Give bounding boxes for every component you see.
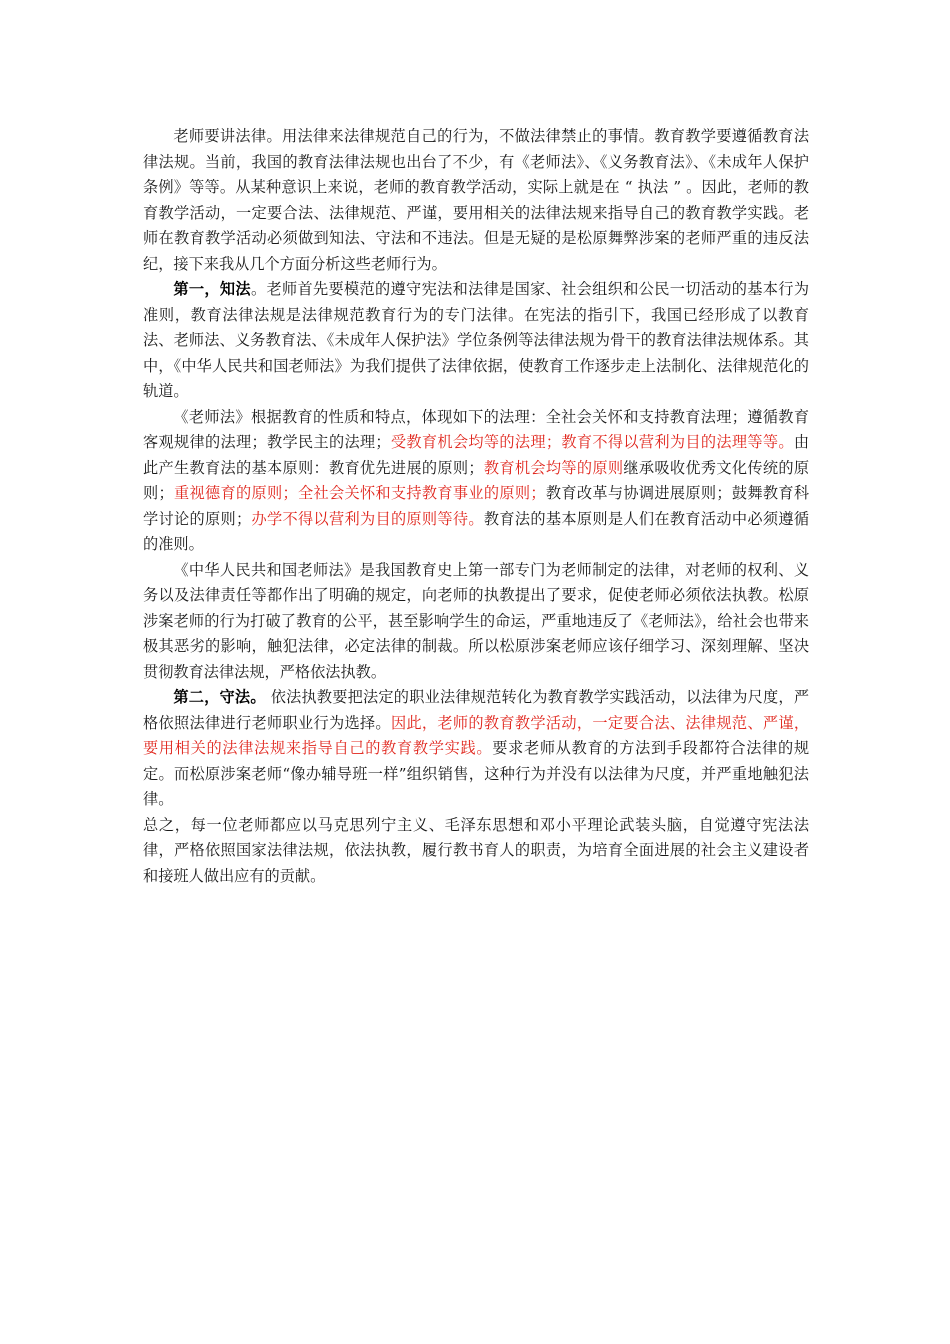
conclusion-text: 总之，每一位老师都应以马克思列宁主义、毛泽东思想和邓小平理论武装头脑，自觉遵守宪法法律，严格依照国家法律法规，依法执教，履行教书育人的职责，为培育全面进展的社会主义建设者和接班人做出应有的贡献。 bbox=[143, 815, 809, 885]
principles-text-3: 继承吸收优秀文化传统的原则； bbox=[143, 458, 810, 502]
paragraph-teacher-law-principles bbox=[143, 405, 809, 558]
highlight-text-4: 办学不得以营利为目的原则等待。 bbox=[251, 509, 484, 528]
principles-text-1: 《老师法》根据教育的性质和特点，体现如下的法理：全社会关怀和支持教育法理；遵循教育客观规律的法理；教学民主的法理； bbox=[143, 407, 809, 451]
section-heading-know-law: 第一，知法 bbox=[173, 280, 251, 298]
paragraph-teacher-law bbox=[143, 558, 809, 686]
principles-text-4: 教育改革与协调进展原则；鼓舞教育科学讨论的原则； bbox=[143, 484, 810, 528]
section-heading-obey-law: 第二，守法。 bbox=[173, 688, 266, 706]
paragraph-obey-law bbox=[143, 685, 809, 813]
teacher-law-text: 《中华人民共和国老师法》是我国教育史上第一部专门为老师制定的法律，对老师的权利、义务以及法律责任等都作出了明确的规定，向老师的执教提出了要求，促使老师必须依法执教。松原涉案老师的行为打破了教育的公平，甚至影响学生的命运，严重地违反了《老师法》，给社会也带来极其恶劣的影响，触犯法律，必定法律的制裁。所以松原涉案老师应该仔细学习、深刻理解、坚决贯彻教育法律法规，严格依法执教。 bbox=[143, 560, 809, 681]
highlight-text-2: 教育机会均等的原则 bbox=[483, 458, 624, 477]
principles-text-5: 教育法的基本原则是人们在教育活动中必须遵循的准则。 bbox=[143, 509, 810, 553]
paragraph-intro bbox=[143, 124, 809, 277]
highlight-text-1: 受教育机会均等的法理；教育不得以营利为目的法理等等。 bbox=[390, 433, 794, 451]
document-body bbox=[143, 124, 809, 889]
obey-law-text-2: 要求老师从教育的方法到手段都符合法律的规定。而松原涉案老师“像办辅导班一样”组织销售，这种行为并没有以法律为尺度，并严重地触犯法律。 bbox=[143, 739, 810, 808]
paragraph-know-law bbox=[143, 277, 809, 405]
obey-law-text-1: 依法执教要把法定的职业法律规范转化为教育教学实践活动，以法律为尺度，严格依照法律进行老师职业行为选择。 bbox=[143, 688, 810, 732]
highlight-text-3: 重视德育的原则；全社会关怀和支持教育事业的原则； bbox=[173, 484, 546, 502]
intro-text: 老师要讲法律。用法律来法律规范自己的行为，不做法律禁止的事情。教育教学要遵循教育法律法规。当前，我国的教育法律法规也出台了不少，有《老师法》、《义务教育法》、《未成年人保护条例》等等。从某种意识上来说，老师的教育教学活动，实际上就是在 “ 执法 ” 。因此，老师的教育教学活动，一定要合法、法律规范、严谨，要用相关的法律法规来指导自己的教育教学实践。老师在教育教学活动必须做到知法、守法和不违法。但是无疑的是松原舞弊涉案的老师严重的违反法纪，接下来我从几个方面分析这些老师行为。 bbox=[143, 127, 809, 273]
paragraph-conclusion bbox=[143, 813, 809, 890]
principles-text-2: 由此产生教育法的基本原则：教育优先进展的原则； bbox=[143, 433, 810, 477]
highlight-text-5: 因此，老师的教育教学活动，一定要合法、法律规范、严谨，要用相关的法律法规来指导自己的教育教学实践。 bbox=[143, 713, 810, 757]
know-law-text: 。老师首先要模范的遵守宪法和法律是国家、社会组织和公民一切活动的基本行为准则，教育法律法规是法律规范教育行为的专门法律。在宪法的指引下，我国已经形成了以教育法、老师法、义务教育法、《未成年人保护法》学位条例等法律法规为骨干的教育法律法规体系。其中，《中华人民共和国老师法》为我们提供了法律依据，使教育工作逐步走上法制化、法律规范化的轨道。 bbox=[143, 280, 810, 400]
